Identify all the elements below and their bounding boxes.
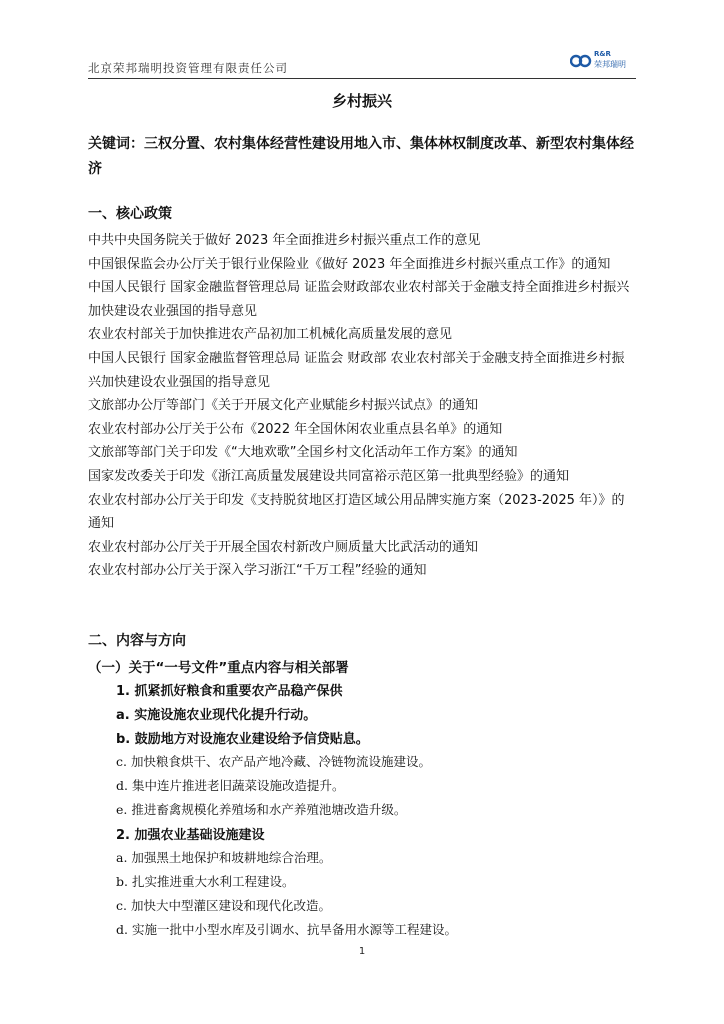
list-item: c. 加快粮食烘干、农产品产地冷藏、冷链物流设施建设。 <box>116 754 431 769</box>
list-item: b. 扎实推进重大水利工程建设。 <box>116 874 295 889</box>
policy-list <box>88 229 636 583</box>
policy-item: 中共中央国务院关于做好 2023 年全面推进乡村振兴重点工作的意见 <box>88 233 481 248</box>
policy-item: 农业农村部办公厅关于公布《2022 年全国休闲农业重点县名单》的通知 <box>88 421 503 437</box>
policy-item: 中国人民银行 国家金融监督管理总局 证监会财政部农业农村部关于金融支持全面推进乡村振兴加快建设农业强国的指导意见 <box>88 280 630 319</box>
point-heading: 1. 抓紧抓好粮食和重要农产品稳产保供 <box>116 684 343 699</box>
logo-mark-icon <box>570 54 592 68</box>
policy-item: 中国银保监会办公厅关于银行业保险业《做好 2023 年全面推进乡村振兴重点工作》的通知 <box>88 256 611 272</box>
point-heading: 2. 加强农业基础设施建设 <box>116 828 265 843</box>
section-heading-content-direction: 二、内容与方向 <box>88 633 186 649</box>
section-heading-core-policies: 一、核心政策 <box>88 206 172 222</box>
document-title: 乡村振兴 <box>331 92 392 110</box>
page-number: 1 <box>358 946 366 957</box>
policy-item: 国家发改委关于印发《浙江高质量发展建设共同富裕示范区第一批典型经验》的通知 <box>88 468 570 484</box>
list-item: d. 实施一批中小型水库及引调水、抗旱备用水源等工程建设。 <box>116 922 457 937</box>
list-item: a. 实施设施农业现代化提升行动。 <box>116 708 317 723</box>
logo-text-bottom: 荣邦瑞明 <box>594 60 626 69</box>
keywords-paragraph: 关键词：三权分置、农村集体经营性建设用地入市、集体林权制度改革、新型农村集体经济 <box>88 136 634 177</box>
policy-item: 文旅部办公厅等部门《关于开展文化产业赋能乡村振兴试点》的通知 <box>88 398 479 414</box>
policy-item: 中国人民银行 国家金融监督管理总局 证监会 财政部 农业农村部关于金融支持全面推进乡村振兴加快建设农业强国的指导意见 <box>88 350 625 390</box>
list-item: c. 加快大中型灌区建设和现代化改造。 <box>116 898 331 913</box>
page-header <box>88 50 636 79</box>
company-name: 北京荣邦瑞明投资管理有限责任公司 <box>88 61 288 75</box>
list-item: d. 集中连片推进老旧蔬菜设施改造提升。 <box>116 778 345 793</box>
list-item: a. 加强黑土地保护和坡耕地综合治理。 <box>116 850 332 865</box>
company-logo <box>570 50 632 74</box>
policy-item: 农业农村部关于加快推进农产品初加工机械化高质量发展的意见 <box>88 327 453 343</box>
policy-item: 农业农村部办公厅关于开展全国农村新改户厕质量大比武活动的通知 <box>88 539 479 555</box>
list-item: e. 推进畜禽规模化养殖场和水产养殖池塘改造升级。 <box>116 802 407 817</box>
subsection-heading: （一）关于“一号文件”重点内容与相关部署 <box>88 660 349 676</box>
policy-item: 农业农村部办公厅关于印发《支持脱贫地区打造区域公用品牌实施方案（2023-2025 年）》的通知 <box>88 492 625 532</box>
list-item: b. 鼓励地方对设施农业建设给予信贷贴息。 <box>116 732 369 747</box>
logo-text-top: R&R <box>594 50 611 58</box>
policy-item: 农业农村部办公厅关于深入学习浙江“千万工程”经验的通知 <box>88 563 427 579</box>
policy-item: 文旅部等部门关于印发《“大地欢歌”全国乡村文化活动年工作方案》的通知 <box>88 445 518 461</box>
